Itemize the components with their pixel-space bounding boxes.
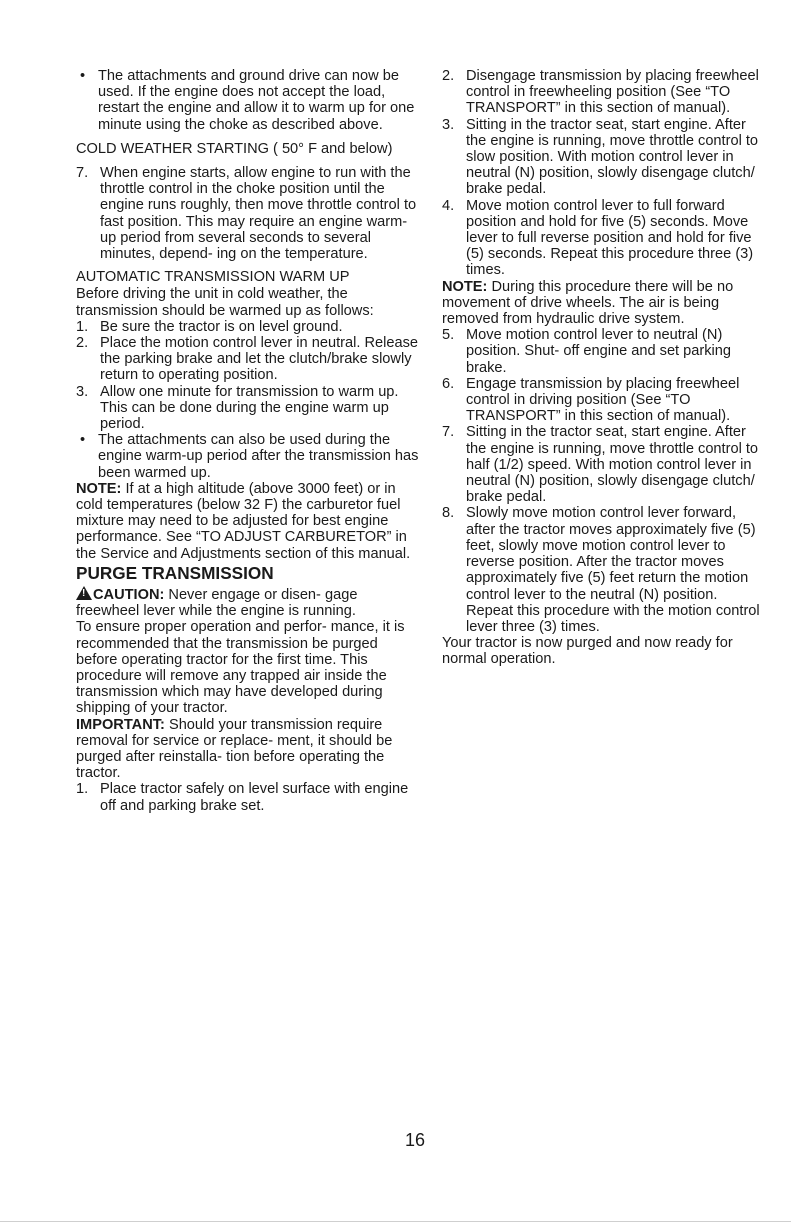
warm-steps-list — [76, 319, 422, 432]
list-item — [442, 198, 760, 279]
step-number: 1. — [76, 318, 89, 335]
step-number: 2. — [442, 68, 455, 84]
step-7 — [76, 165, 422, 262]
auto-transmission-intro: Before driving the unit in cold weather, the transmission should be warmed up as follows: — [76, 286, 374, 319]
list-item — [442, 68, 760, 117]
step-number: 6. — [442, 375, 455, 392]
bullet-item — [76, 68, 422, 133]
list-item — [76, 319, 422, 335]
step-text: Sitting in the tractor seat, start engine. After the engine is running, move throttle control to slow position. With motion control lever in neutral (N) position, slowly disengage clutch/ brake pedal. — [466, 116, 759, 198]
note-label: NOTE: — [442, 278, 488, 295]
warning-triangle-icon — [76, 586, 92, 600]
important-paragraph — [76, 717, 422, 782]
purge-intro: To ensure proper operation and perfor- mance, it is recommended that the transmission be purged before operating tractor for the first time. This procedure will remove any trapped air inside the transmission which may have developed during shipping of your tractor. — [76, 619, 405, 717]
note-paragraph — [442, 279, 760, 328]
caution-text: Never engage or disen- gage freewheel lever while the engine is running. — [76, 586, 358, 620]
step-text: When engine starts, allow engine to run with the throttle control in the choke position until the engine runs roughly, then move throttle control to fast position. This may require an engine warm-up period from several seconds to several minutes, depend- ing on the temperature. — [100, 165, 417, 263]
step-text: Allow one minute for transmission to warm up. This can be done during the engine warm up period. — [100, 383, 399, 433]
note-text: If at a high altitude (above 3000 feet) or in cold temperatures (below 32 F) the carburetor fuel mixture may need to be adjusted for best engine performance. See “TO ADJUST CARBURETOR” in the Service and Adjustments section of this manual. — [76, 480, 411, 562]
bullet-text: The attachments can also be used during the engine warm-up period after the transmission has been warmed up. — [98, 432, 419, 481]
list-item — [442, 327, 760, 376]
list-item — [442, 117, 760, 198]
step-number: 8. — [442, 505, 455, 522]
step-number: 4. — [442, 197, 455, 214]
step-text: Place the motion control lever in neutral. Release the parking brake and let the clutch/brake slowly return to operating position. — [100, 335, 418, 384]
list-item — [76, 384, 422, 433]
list-item — [442, 376, 760, 425]
purge-step-1 — [76, 781, 422, 813]
closing-paragraph: Your tractor is now purged and now ready for normal operation. — [442, 635, 733, 668]
purge-transmission-title: PURGE TRANSMISSION — [76, 562, 274, 583]
step-number: 3. — [76, 383, 89, 400]
step-number: 3. — [442, 116, 455, 133]
bullet-glyph: • — [80, 432, 86, 449]
step-text: Slowly move motion control lever forward, after the tractor moves approximately five (5) feet, slowly move motion control lever to reverse position. After the tractor moves approximately five (5) feet return the motion control lever to the neutral (N) position. Repeat this procedure with the motion control lever three (3) times. — [466, 505, 760, 635]
right-column — [442, 68, 760, 668]
cold-weather-heading: COLD WEATHER STARTING ( 50° F and below) — [76, 140, 393, 157]
list-item — [442, 424, 760, 505]
list-item — [76, 335, 422, 384]
caution-paragraph — [76, 586, 422, 619]
important-text: Should your transmission require removal for service or replace- ment, it should be purged after reinstalla- tion before operating the tractor. — [76, 716, 393, 782]
important-label: IMPORTANT: — [76, 716, 165, 733]
list-item — [442, 505, 760, 635]
step-text: Move motion control lever to neutral (N) position. Shut- off engine and set parking brake. — [466, 327, 732, 376]
bullet-glyph: • — [80, 68, 86, 84]
left-column — [76, 68, 422, 814]
bullet-item — [76, 432, 422, 481]
purge-steps-a — [442, 68, 760, 279]
caution-label: CAUTION: — [93, 586, 165, 603]
step-number: 7. — [76, 165, 89, 182]
step-text: Engage transmission by placing freewheel control in driving position (See “TO TRANSPORT” in this section of manual). — [466, 375, 740, 425]
step-text: Sitting in the tractor seat, start engine. After the engine is running, move throttle control to half (1/2) speed. With motion control lever in neutral (N) position, slowly disengage clutch/ brake pedal. — [466, 424, 759, 506]
step-text: Place tractor safely on level surface with engine off and parking brake set. — [100, 781, 409, 814]
step-number: 5. — [442, 327, 455, 344]
step-number: 2. — [76, 335, 89, 352]
bottom-divider — [0, 1221, 791, 1222]
auto-transmission-heading: AUTOMATIC TRANSMISSION WARM UP — [76, 269, 350, 286]
step-text: Be sure the tractor is on level ground. — [100, 318, 343, 335]
step-number: 1. — [76, 781, 89, 798]
step-text: Move motion control lever to full forward position and hold for five (5) seconds. Move lever to full reverse position and hold for five (5) seconds. Repeat this procedure three (3) times. — [466, 197, 754, 279]
step-text: Disengage transmission by placing freewheel control in freewheeling position (See “TO TRANSPORT” in this section of manual). — [466, 68, 759, 117]
note-paragraph — [76, 481, 422, 562]
step-number: 7. — [442, 424, 455, 441]
page-number: 16 — [405, 1130, 426, 1150]
bullet-text: The attachments and ground drive can now be used. If the engine does not accept the load, restart the engine and allow it to warm up for one minute using the choke as described above. — [98, 68, 415, 133]
note-text: During this procedure there will be no movement of drive wheels. The air is being removed from hydraulic drive system. — [442, 278, 734, 328]
note-label: NOTE: — [76, 480, 122, 497]
purge-steps-b — [442, 327, 760, 635]
